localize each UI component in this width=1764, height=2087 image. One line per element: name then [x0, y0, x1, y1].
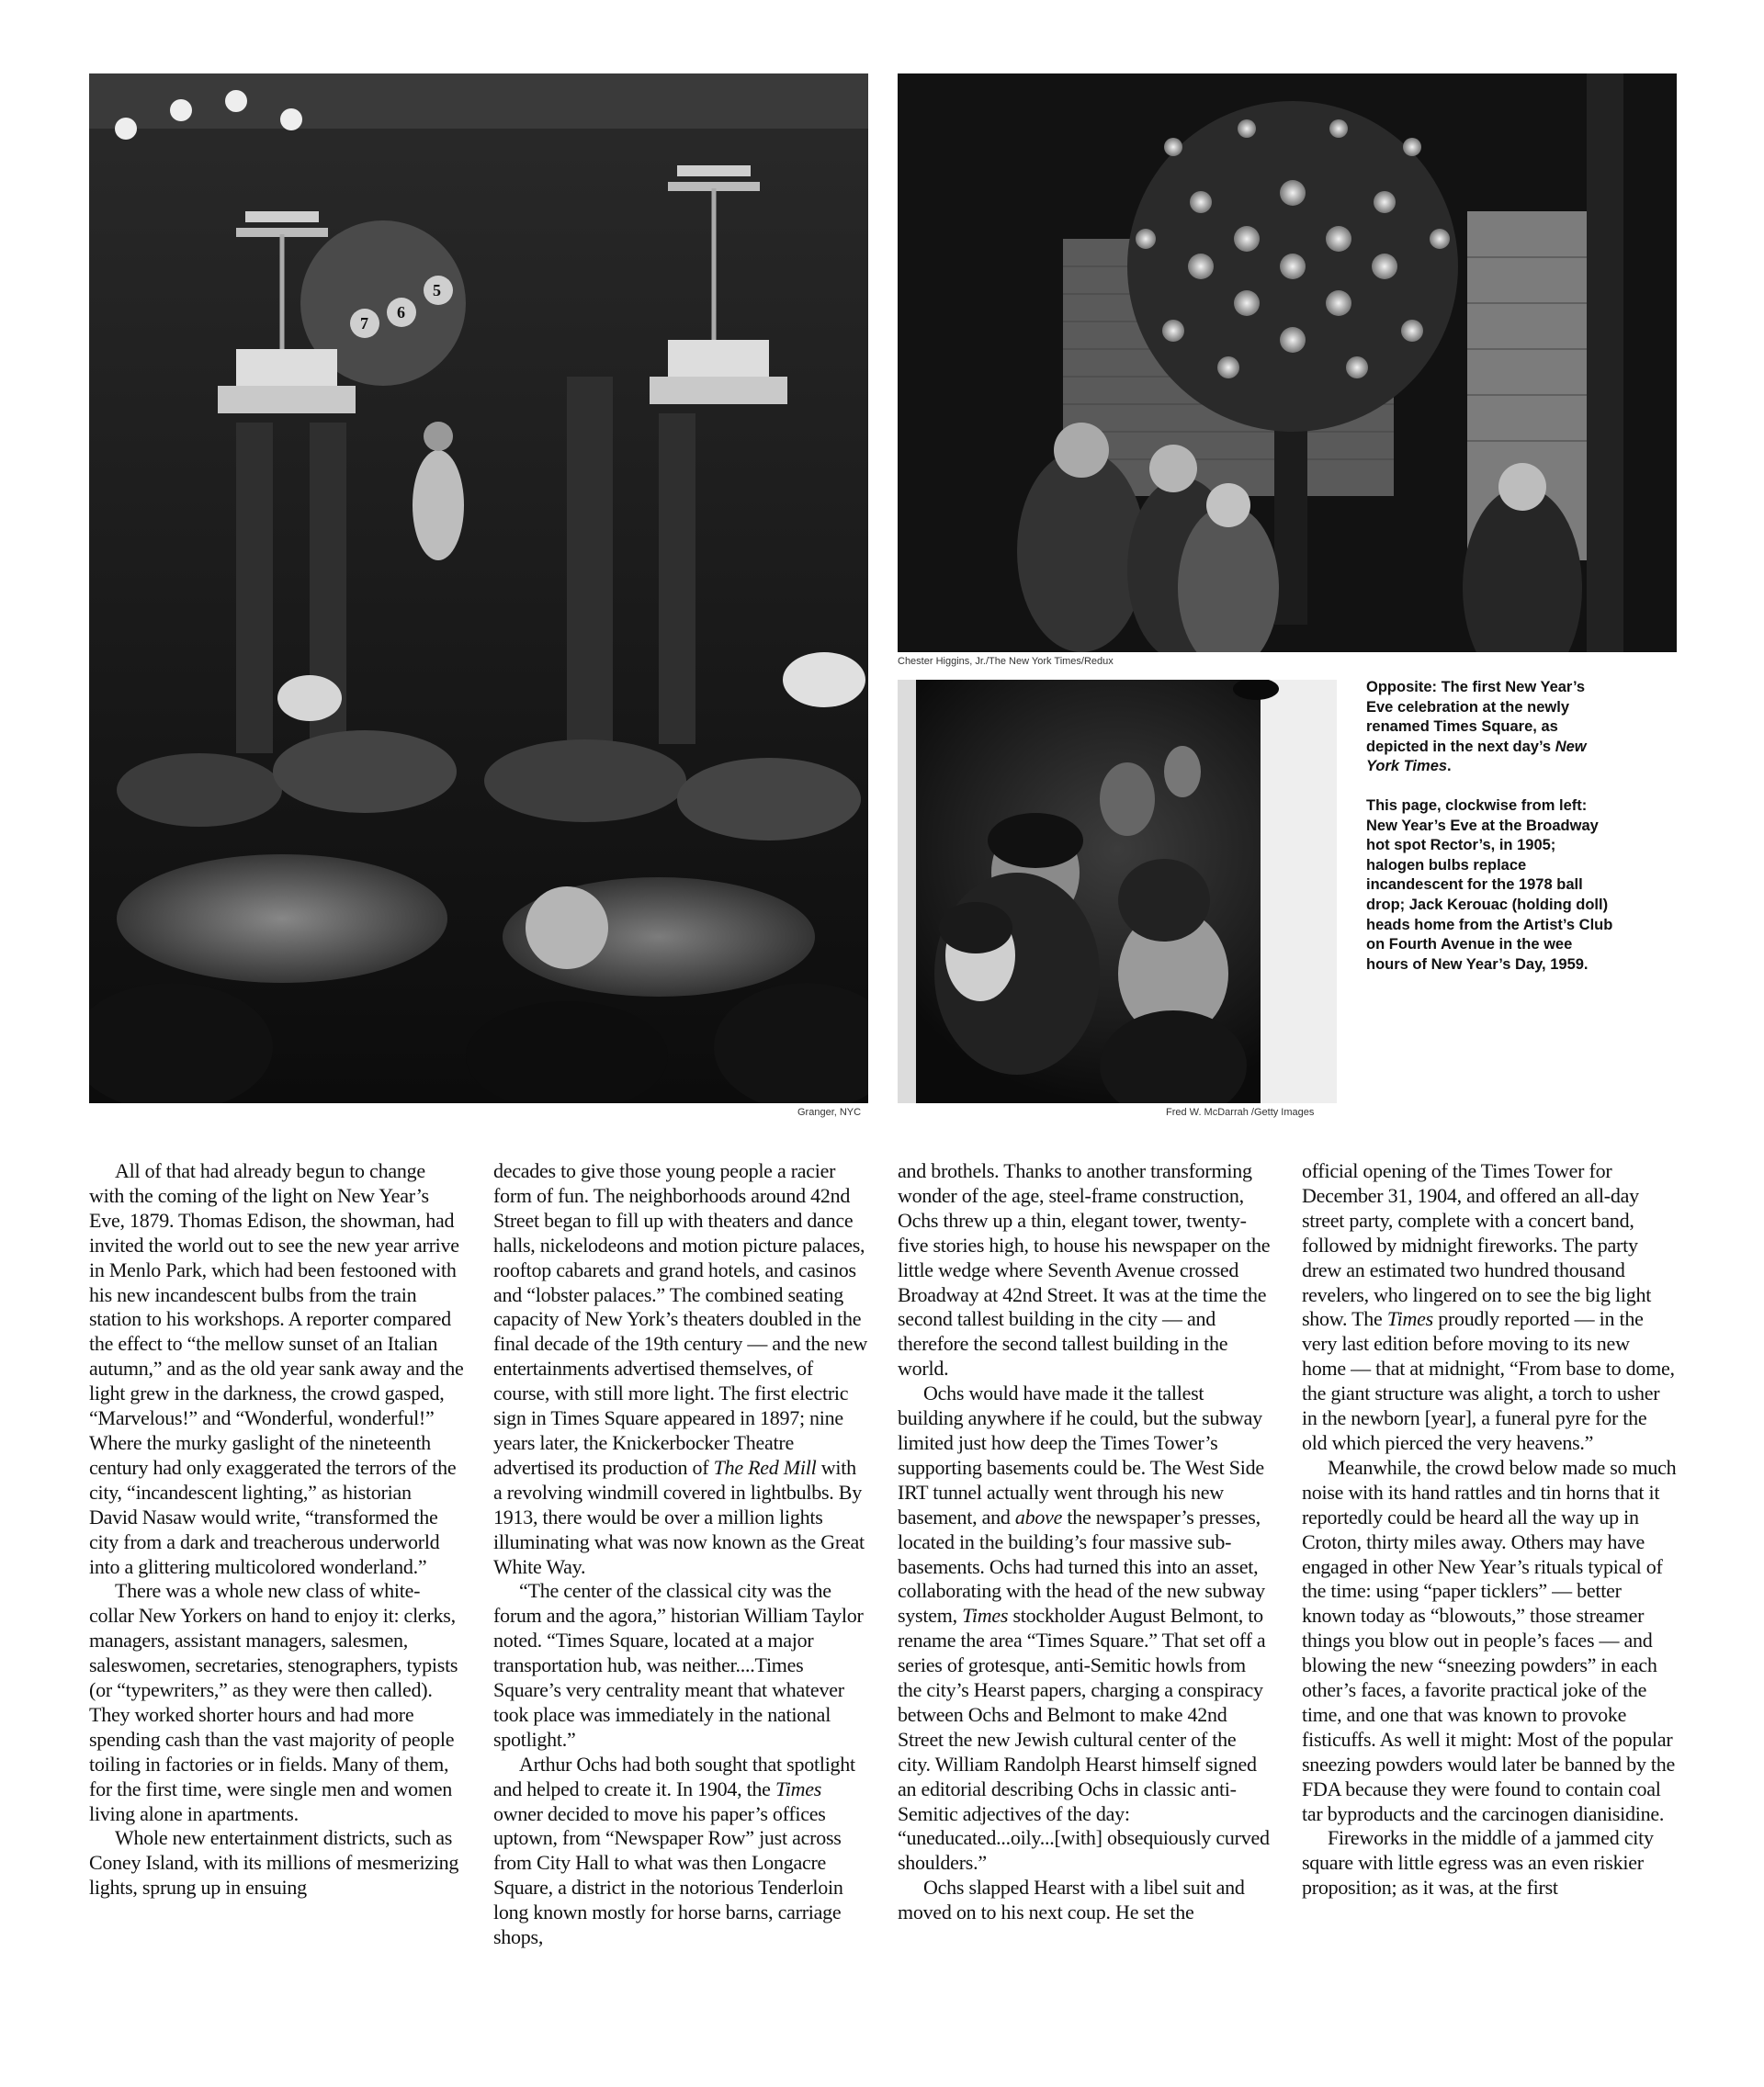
- clock-numeral-7: 7: [360, 314, 368, 333]
- article-column-2: [493, 1159, 868, 1950]
- clock-numeral-6: 6: [397, 303, 405, 322]
- paragraph: Fireworks in the middle of a jammed city square with little egress was an even riskier proposition; as it was, at the first: [1302, 1826, 1654, 1900]
- article-column-3: [898, 1159, 1272, 1925]
- caption-opposite: Opposite: The first New Year’s Eve celebration at the newly renamed Times Square, as depicted in the next day’s New York Times.: [1366, 679, 1587, 775]
- paragraph: and brothels. Thanks to another transforming wonder of the age, steel-frame construction, Ochs threw up a thin, elegant tower, twenty-five stories high, to house his newspaper on the little wedge where Seventh Avenue crossed Broadway at 42nd Street. It was at the time the second tallest building in the city — and therefore the second tallest building in the world.: [898, 1159, 1271, 1381]
- paragraph: Ochs would have made it the tallest building anywhere if he could, but the subway limited just how deep the Times Tower’s supporting basements could be. The West Side IRT tunnel actually went through his new basement, and above the newspaper’s presses, located in the building’s four massive sub-basements. Ochs had turned this into an asset, collaborating with the head of the new subway system, Times stockholder August Belmont, to rename the area “Times Square.” That set off a series of grotesque, anti-Semitic howls from the city’s Hearst papers, charging a conspiracy between Ochs and Belmont to make 42nd Street the new Jewish cultural center of the city. William Randolph Hearst himself signed an editorial describing Ochs in classic anti-Semitic adjectives of the day: “uneducated...oily...[with] obsequiously curved shoulders.”: [898, 1382, 1270, 1875]
- credit-ball-drop: Chester Higgins, Jr./The New York Times/Redux: [898, 656, 1114, 667]
- paragraph: Arthur Ochs had both sought that spotlight and helped to create it. In 1904, the Times owner decided to move his paper’s offices uptown, from “Newspaper Row” just across from City Hall to what was then Longacre Square, a district in the notorious Tenderloin long known mostly for horse barns, carriage shops,: [493, 1752, 855, 1949]
- caption-this-page: This page, clockwise from left: New Year’s Eve at the Broadway hot spot Rector’s, in 1905; halogen bulbs replace incandescent for the 1978 ball drop; Jack Kerouac (holding doll) heads home from the Artist’s Club on Fourth Avenue in the wee hours of New Year’s Day, 1959.: [1366, 796, 1613, 973]
- photo-kerouac: [898, 680, 1337, 1103]
- clock-numeral-5: 5: [433, 281, 441, 299]
- paragraph: decades to give those young people a racier form of fun. The neighborhoods around 42nd Street began to fill up with theaters and dance halls, nickelodeons and motion picture palaces, rooftop cabarets and grand hotels, and casinos and “lobster palaces.” The combined seating capacity of New York’s theaters doubled in the final decade of the 19th century — and the new entertainments advertised themselves, of course, with still more light. The first electric sign in Times Square appeared in 1897; nine years later, the Knickerbocker Theatre advertised its production of The Red Mill with a revolving windmill covered in lightbulbs. By 1913, there would be over a million lights illuminating what was now known as the Great White Way.: [493, 1159, 867, 1578]
- kerouac-image: [898, 680, 1337, 1103]
- paragraph: “The center of the classical city was the forum and the agora,” historian William Taylor noted. “Times Square, located at a major transportation hub, was neither....Times Square’s very centrality meant that whatever took place was immediately in the national spotlight.”: [493, 1579, 864, 1751]
- paragraph: Ochs slapped Hearst with a libel suit and moved on to his next coup. He set the: [898, 1876, 1245, 1924]
- photo-ball-drop: [898, 73, 1677, 652]
- article-column-4: [1302, 1159, 1677, 1901]
- credit-kerouac: Fred W. McDarrah /Getty Images: [1166, 1107, 1315, 1118]
- photo-rectors: [89, 73, 868, 1103]
- paragraph: Meanwhile, the crowd below made so much noise with its hand rattles and tin horns that it reportedly could be heard all the way up in Croton, thirty miles away. Others may have engaged in other New Year’s rituals typical of the time: using “paper ticklers” — better known today as “blowouts,” those streamer things you blow out in people’s faces — and blowing the new “sneezing powders” in each other’s faces, a favorite practical joke of the time, and one that was known to provoke fisticuffs. As well it might: Most of the popular sneezing powders would later be banned by the FDA because they were found to contain coal tar byproducts and the carcinogen dianisidine.: [1302, 1455, 1677, 1825]
- ball-drop-image: [898, 73, 1677, 652]
- paragraph: All of that had already begun to change with the coming of the light on New Year’s Eve, 1879. Thomas Edison, the showman, had invited the world out to see the new year arrive in Menlo Park, which had been festooned with his new incandescent bulbs from the train station to his workshops. A reporter compared the effect to “the mellow sunset of an Italian autumn,” and as the old year sank away and the light grew in the darkness, the crowd gasped, “Marvelous!” and “Wonderful, wonderful!” Where the murky gaslight of the nineteenth century had only exaggerated the terrors of the city, “incandescent lighting,” as historian David Nasaw would write, “transformed the city from a dark and treacherous underworld into a glittering multicolored wonderland.”: [89, 1159, 464, 1578]
- rectors-image: [89, 73, 868, 1103]
- paragraph: official opening of the Times Tower for December 31, 1904, and offered an all-day street party, complete with a concert band, followed by midnight fireworks. The party drew an estimated two hundred thousand revelers, who lingered on to see the big light show. The Times proudly reported — in the very last edition before moving to its new home — that at midnight, “From base to dome, the giant structure was alight, a torch to usher in the newborn [year], a funeral pyre for the old which pierced the very heavens.”: [1302, 1159, 1675, 1454]
- credit-rectors: Granger, NYC: [797, 1107, 862, 1118]
- article-column-1: [89, 1159, 464, 1901]
- paragraph: There was a whole new class of white-collar New Yorkers on hand to enjoy it: clerks, managers, assistant managers, salesmen, saleswomen, secretaries, stenographers, typists (or “typewriters,” as they were then called). They worked shorter hours and had more spending cash than the vast majority of people toiling in factories or in fields. Many of them, for the first time, were single men and women living alone in apartments.: [89, 1579, 458, 1825]
- photo-caption: [1366, 678, 1614, 994]
- paragraph: Whole new entertainment districts, such as Coney Island, with its millions of mesmerizing lights, sprung up in ensuing: [89, 1826, 459, 1900]
